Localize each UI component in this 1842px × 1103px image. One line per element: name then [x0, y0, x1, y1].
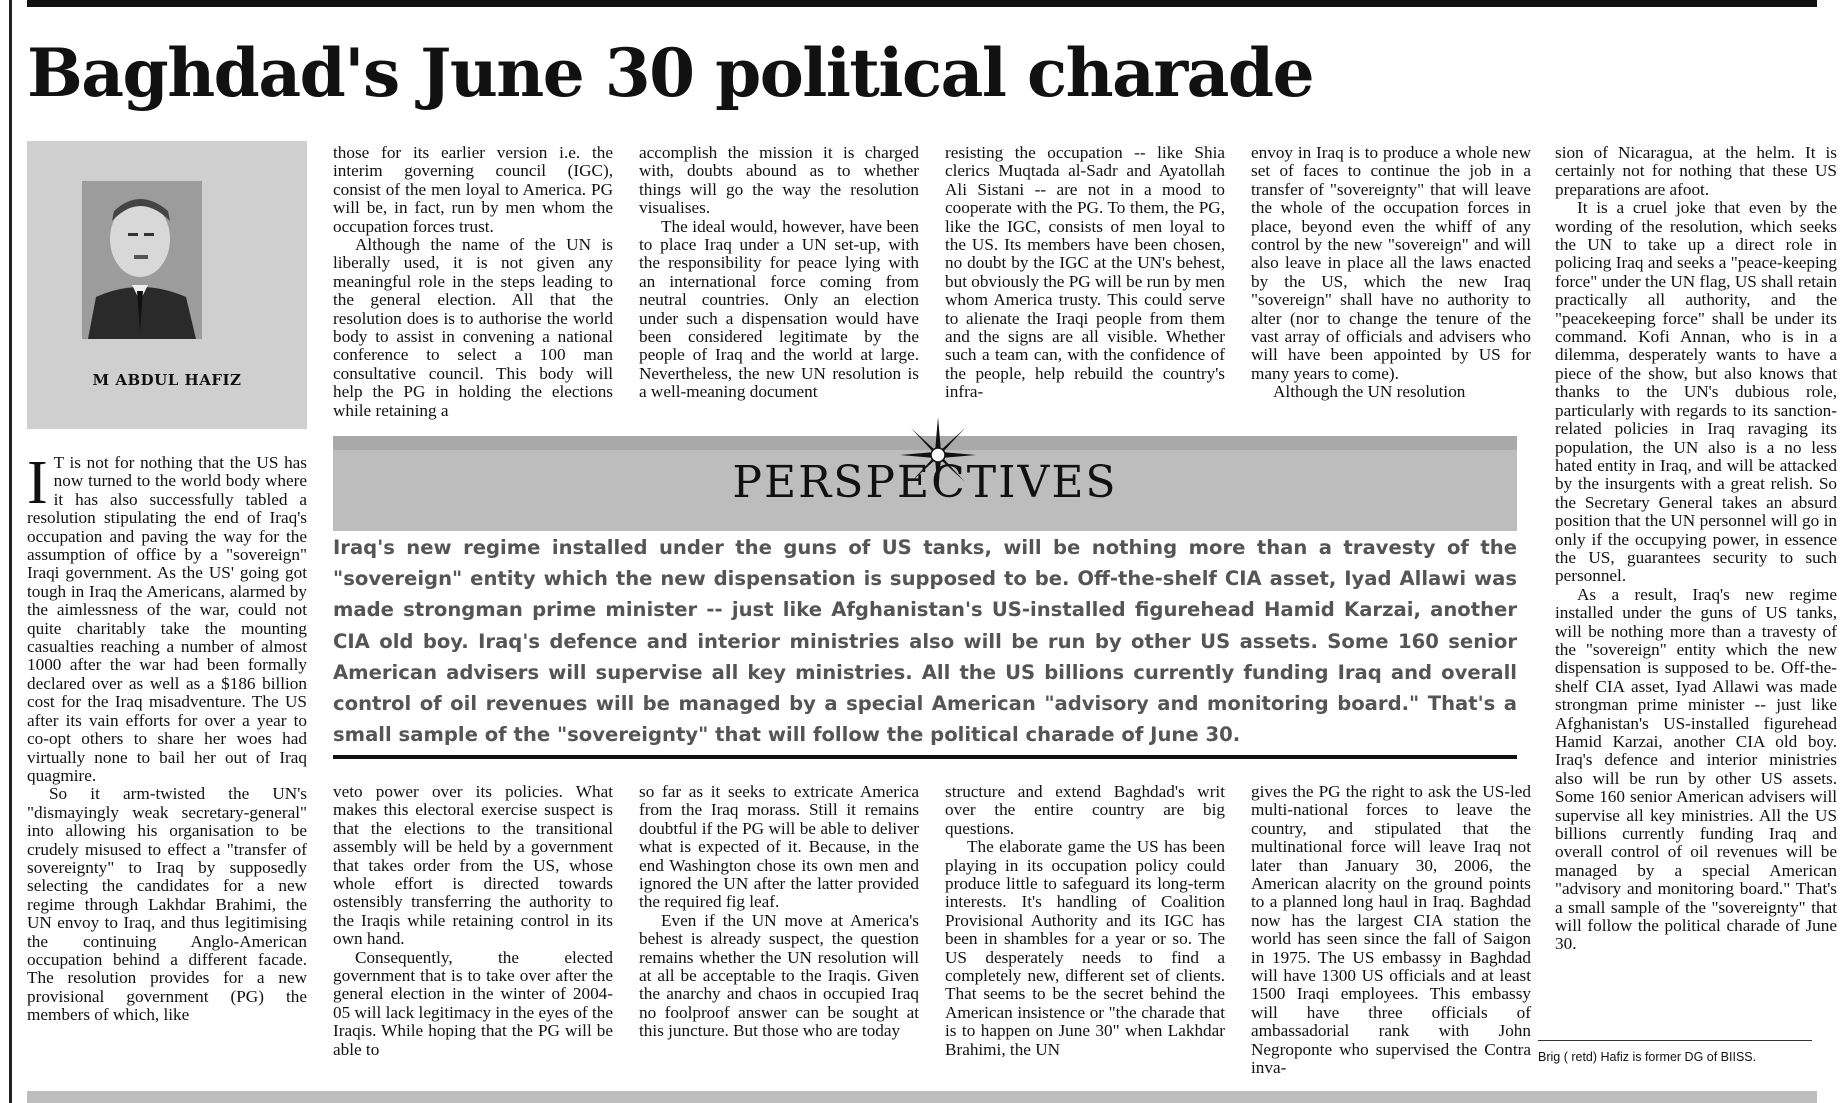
author-byline: M ABDUL HAFIZ: [92, 371, 242, 389]
paragraph: accomplish the mission it is charged with, doubts abound as to whether things will go the way the resolution visualises.: [639, 144, 919, 218]
pull-quote: Iraq's new regime installed under the guns of US tanks, will be nothing more than a travesty of the "sovereign" entity which the new dispensation is supposed to be. Off-the-shelf CIA asset, Iyad Allawi was made strongman prime minister -- just like Afghanistan's US-installed figurehead Hamid Karzai, another CIA old boy. Iraq's defence and interior ministries also will be run by other US assets. Some 160 senior American advisers will supervise all key ministries. All the US billions currently funding Iraq and overall control of oil revenues will be managed by a special American "advisory and monitoring board." That's a small sample of the "sovereignty" that will follow the political charade of June 30.: [333, 536, 1517, 747]
paragraph: those for its earlier version i.e. the interim governing council (IGC), consist of the men loyal to America. PG will be, in fact, run by men whom the occupation forces trust.: [333, 144, 613, 236]
paragraph: So it arm-twisted the UN's "dismayingly weak secretary-general" into allowing his organisation to be crudely misused to effect a "transfer of sovereignty" to Iraq by supposedly selecting the candidates for a new regime through Lakhdar Brahimi, the UN envoy to Iraq, and thus legitimising the continuing Anglo-American occupation behind a different facade. The resolution provides for a new provisional government (PG) the members of which, like: [27, 784, 307, 1025]
column-1: [27, 454, 307, 1086]
column-4-top: [945, 144, 1225, 428]
column-4-bottom: [945, 783, 1225, 1086]
column-2-top: [333, 144, 613, 428]
pull-quote-rule: [333, 755, 1517, 759]
paragraph: veto power over its policies. What makes this electoral exercise suspect is that the elections to the transitional assembly will be held by a government that takes order from the US, whose whole effort is directed towards ostensibly transferring the authority to the Iraqis while retaining control in its own hand.: [333, 783, 613, 949]
column-6: [1555, 144, 1837, 1034]
paragraph: It is a cruel joke that even by the wording of the resolution, which seeks the UN to take up a direct role in policing Iraq and seeks a "peace-keeping force" under the UN flag, US shall retain practically all authority, and the "peacekeeping force" shall be under its command. Kofi Annan, who is in a dilemma, desperately wants to have a piece of the show, but also knows that thanks to the UN's dubious role, particularly with regards to its sanction-related policies in Iraq ravaging its population, the UN also is a no less hated entity in Iraq, and will be attacked by the insurgents with a great relish. So the Secretary General takes an absurd position that the UN personnel will go in only if the occupying power, in essence the US, guarantees security to such personnel.: [1555, 198, 1837, 586]
author-note-rule: [1538, 1040, 1812, 1041]
paragraph: structure and extend Baghdad's writ over the entire country are big questions.: [945, 783, 1225, 838]
column-5-top: [1251, 144, 1531, 428]
paragraph: envoy in Iraq is to produce a whole new set of faces to continue the job in a transfer of "sovereignty" that will leave the whole of the occupation forces in place, beyond even the whiff of any control by the new "sovereign" and will also leave in place all the laws enacted by the US, which the new Iraq "sovereign" shall have no authority to alter (nor to change the tenure of the vast array of officials and advisers who will have been appointed by US for many years to come).: [1251, 144, 1531, 383]
paragraph: resisting the occupation -- like Shia clerics Muqtada al-Sadr and Ayatollah Ali Sistani -- are not in a mood to cooperate with the PG. To them, the PG, like the IGC, consists of men loyal to the US. Its members have been chosen, no doubt by the IGC at the UN's behest, but obviously the PG will be run by men whom America trusty. This could serve to alienate the Iraqi people from them and the signs are all visible. Whether such a team can, with the confidence of the people, help rebuild the country's infra-: [945, 144, 1225, 402]
section-label: PERSPECTIVES: [732, 457, 1118, 508]
paragraph: The elaborate game the US has been playing in its occupation policy could produce little to safeguard its long-term interests. It's handling of Coalition Provisional Authority and its IGC has been in shambles for a year or so. The US desperately needs to find a completely new, different set of clients. That seems to be the secret behind the American insistence or "the charade that is to happen on June 30" when Lakhdar Brahimi, the UN: [945, 837, 1225, 1059]
paragraph: gives the PG the right to ask the US-led multi-national forces to leave the country, and stipulated that the multinational force will leave Iraq not later than January 30, 2006, the American alacrity on the ground points to a planned long haul in Iraq. Baghdad now has the largest CIA station the world has seen since the fall of Saigon in 1975. The US embassy in Baghdad will have 1300 US officials and at least 1500 Iraqi employees. This embassy will have three officials of ambassadorial rank with John Negroponte who supervised the Contra inva-: [1251, 783, 1531, 1078]
author-note: Brig ( retd) Hafiz is former DG of BIISS.: [1538, 1050, 1757, 1064]
left-border-rule: [9, 0, 12, 1103]
paragraph: As a result, Iraq's new regime installed under the guns of US tanks, will be nothing more than a travesty of the "sovereign" entity which the new dispensation is supposed to be. Off-the-shelf CIA asset, Iyad Allawi was made strongman prime minister -- just like Afghanistan's US-installed figurehead Hamid Karzai, another CIA old boy. Iraq's defence and interior ministries also will be run by other US assets. Some 160 senior American advisers will supervise all key ministries. All the US billions currently funding Iraq and overall control of oil revenues will be managed by a special American "advisory and monitoring board." That's a small sample of the "sovereignty" that will follow the political charade of June 30.: [1555, 584, 1837, 954]
paragraph: Even if the UN move at America's behest is already suspect, the question remains whether the UN resolution will at all be acceptable to the Iraqis. Given the anarchy and chaos in occupied Iraq no foolproof answer can be sought at this juncture. But those who are today: [639, 910, 919, 1041]
paragraph: Although the UN resolution: [1273, 382, 1466, 402]
author-photo-box: [27, 141, 307, 429]
top-rule: [27, 0, 1817, 7]
author-photo: [82, 181, 202, 339]
headline: Baghdad's June 30 political charade: [27, 34, 1314, 112]
column-5-bottom: [1251, 783, 1531, 1086]
column-3-bottom: [639, 783, 919, 1086]
paragraph: sion of Nicaragua, at the helm. It is certainly not for nothing that these US preparations are afoot.: [1555, 144, 1837, 199]
paragraph: The ideal would, however, have been to place Iraq under a UN set-up, with the responsibility for peace lying with an international force coming from neutral countries. Only an election under such a dispensation would have been considered legitimate by the people of Iraq and the world at large. Nevertheless, the new UN resolution is a well-meaning document: [639, 216, 919, 402]
drop-cap: I: [27, 454, 48, 517]
paragraph: Consequently, the elected government that is to take over after the general election in the winter of 2004-05 will lack legitimacy in the eyes of the Iraqis. While hoping that the PG will be able to: [333, 947, 613, 1059]
paragraph: so far as it seeks to extricate America from the Iraq morass. Still it remains doubtful if the PG will be able to deliver what is expected of it. Because, in the end Washington chose its own men and ignored the UN after the latter provided the required fig leaf.: [639, 783, 919, 912]
column-2-bottom: [333, 783, 613, 1086]
column-3-top: [639, 144, 919, 428]
bottom-rule: [27, 1091, 1817, 1103]
paragraph: Although the name of the UN is liberally used, it is not given any meaningful role in the steps leading to the general election. All that the resolution does is to authorise the world body to assist in convening a national conference to select a 100 man consultative council. This body will help the PG in holding the elections while retaining a: [333, 235, 613, 420]
paragraph: I T is not for nothing that the US has now turned to the world body where it has also successfully tabled a resolution stipulating the end of Iraq's occupation and paving the way for the assumption of office by a "sovereign" Iraqi government. As the US' going got tough in Iraq the Americans, alarmed by the aimlessness of the war, could not quite charitably take the mounting casualties reaching a number of almost 1000 after the war had been formally declared over as well as a $186 billion cost for the Iraq misadventure. The US after its vain efforts for over a year to co-opt others to share her woes had virtually none to bail her out of Iraq quagmire.: [27, 454, 307, 785]
